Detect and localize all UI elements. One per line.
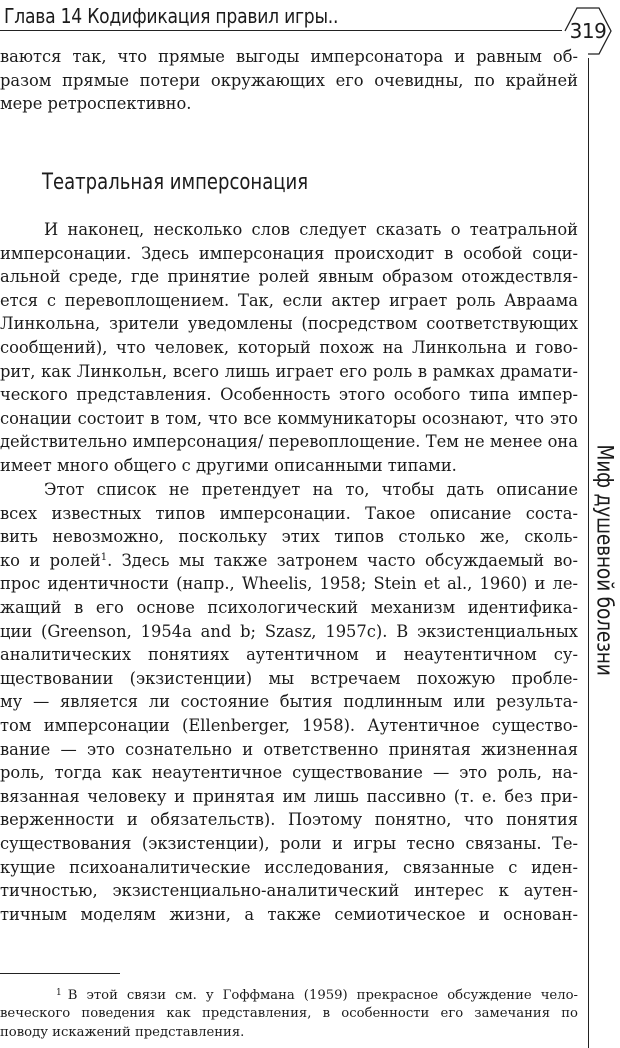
text-line: аналитических понятиях аутентичном и неаутентичном су- bbox=[0, 645, 578, 665]
text-line: вание — это сознательно и ответственно принятая жизненная bbox=[0, 739, 578, 759]
text-line: Этот список не претендует на то, чтобы дать описание bbox=[44, 480, 578, 499]
text-line: альной среде, где принятие ролей явным образом отождествля- bbox=[0, 267, 578, 287]
running-title-text: Миф душевной болезни bbox=[591, 444, 617, 676]
text-line: верженности и обязательств). Поэтому понятно, что понятия bbox=[0, 810, 578, 830]
text-line: И наконец, несколько слов следует сказать о театральной bbox=[44, 220, 578, 239]
chapter-title: Глава 14 Кодификация правил игры.. bbox=[4, 4, 339, 28]
text-fragment: В этой связи см. у Гоффмана (1959) прекрасное обсуждение чело- bbox=[67, 988, 578, 1003]
page-number: 319 bbox=[569, 19, 607, 43]
text-fragment: . Здесь мы также затронем часто обсуждаемый во- bbox=[107, 550, 578, 570]
footnote-line: поводу искажений представления. bbox=[0, 1025, 245, 1040]
text-line: сонации состоит в том, что все коммуникаторы осознают, что это bbox=[0, 408, 578, 428]
text-line: ваются так, что прямые выгоды имперсонатора и равным об- bbox=[0, 47, 578, 66]
text-line: тичностью, экзистенциально-аналитический интерес к аутен- bbox=[0, 881, 578, 901]
text-line: прос идентичности (напр., Wheelis, 1958; Stein et al., 1960) и ле- bbox=[0, 574, 578, 594]
footnote-marker: 1 bbox=[56, 988, 62, 998]
text-line: му — является ли состояние бытия подлинным или результа- bbox=[0, 692, 578, 712]
text-line: мере ретроспективно. bbox=[0, 94, 192, 114]
text-fragment: ко и ролей bbox=[0, 550, 101, 570]
text-line: имеет много общего с другими описанными типами. bbox=[0, 455, 457, 475]
footnote-line: веческого поведения как представления, в особенности его замечания по bbox=[0, 1005, 578, 1021]
footnote bbox=[0, 984, 578, 1043]
text-line: вязанная человеку и принятая им лишь пассивно (т. е. без при- bbox=[0, 786, 578, 806]
text-line: Линкольна, зрители уведомлены (посредством соответствующих bbox=[0, 314, 578, 334]
text-line: том имперсонации (Ellenberger, 1958). Аутентичное существо- bbox=[0, 715, 578, 735]
text-line: ществовании (экзистенции) мы встречаем похожую пробле- bbox=[0, 668, 578, 688]
footnote-line bbox=[0, 984, 578, 1004]
text-line bbox=[0, 549, 578, 573]
text-line: тичным моделям жизни, а также семиотическое и основан- bbox=[0, 904, 578, 924]
text-line: жащий в его основе психологический механизм идентифика- bbox=[0, 597, 578, 617]
text-line: вить невозможно, поскольку этих типов столько же, сколь- bbox=[0, 527, 578, 547]
text-line: ческого представления. Особенность этого особого типа импер- bbox=[0, 385, 578, 405]
text-line: действительно имперсонация/ перевоплощение. Тем не менее она bbox=[0, 432, 578, 452]
text-line: существования (экзистенции), роли и игры тесно связаны. Те- bbox=[0, 833, 578, 853]
paragraph-2 bbox=[0, 478, 578, 926]
footnote-rule bbox=[0, 973, 120, 974]
text-line: рит, как Линкольн, всего лишь играет его роль в рамках драмати- bbox=[0, 361, 578, 381]
text-line: роль, тогда как неаутентичное существование — это роль, на- bbox=[0, 763, 578, 783]
text-line: кущие психоаналитические исследования, связанные с иден- bbox=[0, 857, 578, 877]
text-line: имперсонации. Здесь имперсонация происходит в особой соци- bbox=[0, 243, 578, 263]
intro-text bbox=[0, 45, 578, 116]
text-line: ции (Greenson, 1954a and b; Szasz, 1957c). В экзистенциальных bbox=[0, 621, 578, 641]
running-title bbox=[588, 444, 620, 676]
header-rule bbox=[0, 30, 562, 31]
text-line: сообщений), что человек, который похож на Линкольна и гово- bbox=[0, 337, 578, 357]
text-line: разом прямые потери окружающих его очевидны, по крайней bbox=[0, 70, 578, 90]
text-line: всех известных типов имперсонации. Такое описание соста- bbox=[0, 503, 578, 523]
section-heading: Театральная имперсонация bbox=[42, 170, 309, 195]
paragraph-1 bbox=[0, 218, 578, 478]
footnote-reference[interactable]: 1 bbox=[100, 551, 108, 563]
text-line: ется с перевоплощением. Так, если актер играет роль Авраама bbox=[0, 290, 578, 310]
